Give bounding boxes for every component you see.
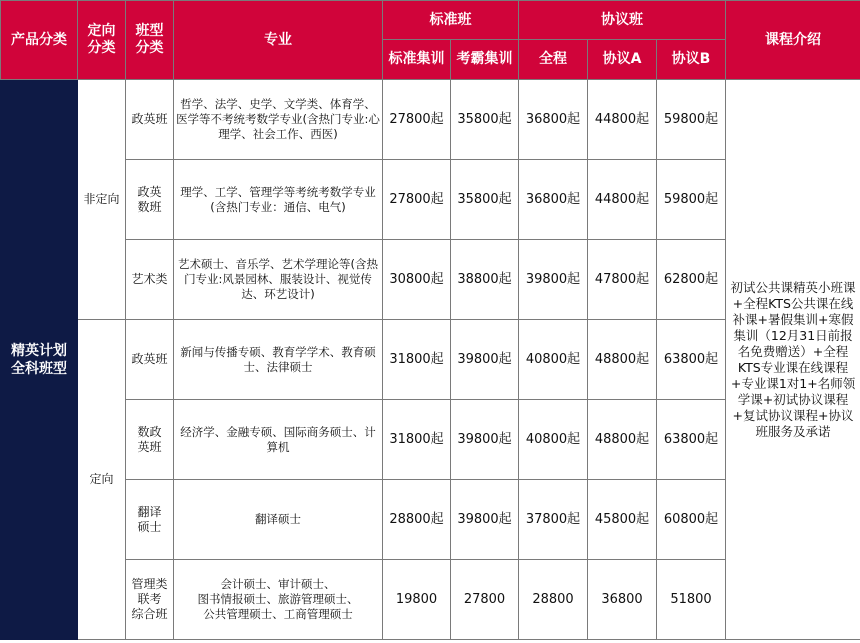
price-cell: 31800起	[383, 400, 451, 480]
price-cell: 45800起	[588, 480, 657, 560]
table-row	[1, 80, 860, 160]
price-cell: 35800起	[451, 160, 519, 240]
price-cell: 39800起	[451, 400, 519, 480]
course-intro-cell: 初试公共课精英小班课+全程KTS公共课在线补课+暑假集训+寒假集训（12月31日前报名免费赠送）+全程KTS专业课在线课程+专业课1对1+名师领学课+初试协议课程+复试协议课程+协议班服务及承诺	[726, 80, 860, 640]
product-category-cell: 精英计划 全科班型	[1, 80, 78, 640]
header-agreement-class: 协议班	[519, 1, 726, 40]
price-cell: 40800起	[519, 400, 588, 480]
price-cell: 19800	[383, 560, 451, 640]
major-cell: 艺术硕士、音乐学、艺术学理论等(含热门专业:风景园林、服装设计、视觉传达、环艺设计)	[174, 240, 383, 320]
price-cell: 28800起	[383, 480, 451, 560]
price-cell: 51800	[657, 560, 726, 640]
major-cell: 会计硕士、审计硕士、 图书情报硕士、旅游管理硕士、 公共管理硕士、工商管理硕士	[174, 560, 383, 640]
price-cell: 63800起	[657, 320, 726, 400]
price-cell: 59800起	[657, 160, 726, 240]
price-cell: 37800起	[519, 480, 588, 560]
class-type-cell: 政英班	[126, 80, 174, 160]
class-type-cell: 政英 数班	[126, 160, 174, 240]
header-agreement-a: 协议A	[588, 40, 657, 80]
class-type-cell: 翻译 硕士	[126, 480, 174, 560]
price-cell: 59800起	[657, 80, 726, 160]
header-product-category: 产品分类	[1, 1, 78, 80]
major-cell: 新闻与传播专硕、教育学学术、教育硕士、法律硕士	[174, 320, 383, 400]
price-cell: 40800起	[519, 320, 588, 400]
price-cell: 62800起	[657, 240, 726, 320]
price-cell: 44800起	[588, 160, 657, 240]
price-cell: 63800起	[657, 400, 726, 480]
price-cell: 31800起	[383, 320, 451, 400]
direction-cell: 非定向	[78, 80, 126, 320]
major-cell: 哲学、法学、史学、文学类、体育学、医学等不考统考数学专业(含热门专业:心理学、社会工作、西医)	[174, 80, 383, 160]
price-cell: 39800起	[519, 240, 588, 320]
price-cell: 27800	[451, 560, 519, 640]
header-full-course: 全程	[519, 40, 588, 80]
header-major: 专业	[174, 1, 383, 80]
header-direction-category: 定向 分类	[78, 1, 126, 80]
header-top-camp: 考霸集训	[451, 40, 519, 80]
price-cell: 35800起	[451, 80, 519, 160]
price-cell: 36800起	[519, 160, 588, 240]
price-cell: 39800起	[451, 320, 519, 400]
major-cell: 经济学、金融专硕、国际商务硕士、计算机	[174, 400, 383, 480]
price-cell: 30800起	[383, 240, 451, 320]
price-cell: 36800	[588, 560, 657, 640]
class-type-cell: 管理类 联考 综合班	[126, 560, 174, 640]
direction-cell: 定向	[78, 320, 126, 640]
major-cell: 理学、工学、管理学等考统考数学专业(含热门专业：通信、电气)	[174, 160, 383, 240]
price-cell: 27800起	[383, 80, 451, 160]
class-type-cell: 政英班	[126, 320, 174, 400]
header-standard-camp: 标准集训	[383, 40, 451, 80]
class-type-cell: 艺术类	[126, 240, 174, 320]
header-agreement-b: 协议B	[657, 40, 726, 80]
price-cell: 36800起	[519, 80, 588, 160]
price-cell: 60800起	[657, 480, 726, 560]
class-type-cell: 数政 英班	[126, 400, 174, 480]
price-cell: 38800起	[451, 240, 519, 320]
price-cell: 48800起	[588, 320, 657, 400]
price-cell: 27800起	[383, 160, 451, 240]
header-class-category: 班型 分类	[126, 1, 174, 80]
price-cell: 28800	[519, 560, 588, 640]
price-cell: 44800起	[588, 80, 657, 160]
header-course-intro: 课程介绍	[726, 1, 860, 80]
header-standard-class: 标准班	[383, 1, 519, 40]
price-cell: 39800起	[451, 480, 519, 560]
major-cell: 翻译硕士	[174, 480, 383, 560]
price-cell: 48800起	[588, 400, 657, 480]
price-cell: 47800起	[588, 240, 657, 320]
